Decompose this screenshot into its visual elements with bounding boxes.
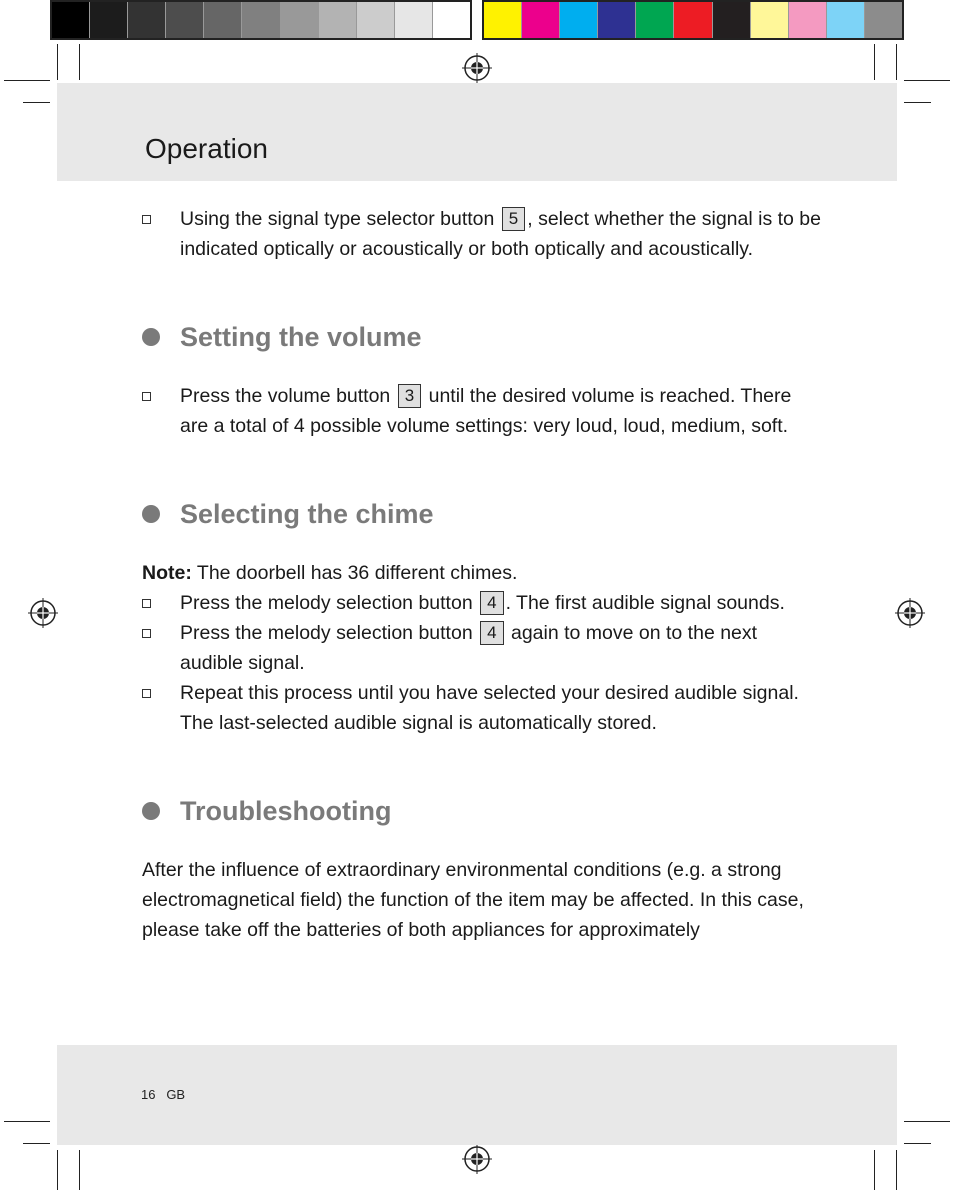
bullet-dot-icon [142,328,160,346]
section-heading: Selecting the chime [142,497,822,531]
crop-mark [874,1150,875,1190]
crop-mark [79,44,80,80]
color-swatch [713,2,751,38]
color-swatch [674,2,712,38]
crop-mark [57,1150,58,1190]
note-label: Note: [142,562,192,584]
header-band [57,83,897,181]
note-paragraph: Note: The doorbell has 36 different chimes. [142,562,518,584]
bullet-dot-icon [142,505,160,523]
checkbox-bullet-icon [142,599,151,608]
footer-band [57,1045,897,1145]
crop-mark [23,1143,50,1144]
color-swatch [166,2,204,38]
list-item: Press the melody selection button 4 . The first audible signal sounds. [142,588,822,618]
color-swatch [789,2,827,38]
color-swatch [827,2,865,38]
section-heading: Troubleshooting [142,794,822,828]
registration-mark-icon [895,598,925,628]
button-reference: 4 [480,591,503,615]
color-swatch [395,2,433,38]
button-reference: 3 [398,384,421,408]
crop-mark [904,1121,950,1122]
crop-mark [896,44,897,80]
color-swatch [751,2,789,38]
button-reference: 4 [480,621,503,645]
registration-mark-icon [28,598,58,628]
crop-mark [904,102,931,103]
page-content [142,202,822,945]
button-reference: 5 [502,207,525,231]
color-swatch [598,2,636,38]
troubleshooting-paragraph: After the influence of extraordinary environmental conditions (e.g. a strong electromagnetical field) the function of the item may be affected. In this case, please take off the batteries of both appliances for approximately [142,859,804,941]
color-swatch [128,2,166,38]
crop-mark [79,1150,80,1190]
registration-mark-icon [462,1144,492,1174]
list-item: Press the melody selection button 4 again to move on to the next audible signal. [142,618,822,678]
color-swatch [90,2,128,38]
crop-mark [904,1143,931,1144]
list-item: Using the signal type selector button 5 , select whether the signal is to be indicated optically or acoustically or both optically and acoustically. [142,204,822,264]
color-swatch [484,2,522,38]
crop-mark [4,1121,50,1122]
page-title: Operation [145,133,268,164]
color-swatch [281,2,319,38]
color-swatch [522,2,560,38]
section-heading: Setting the volume [142,320,822,354]
crop-mark [896,1150,897,1190]
color-swatch [319,2,357,38]
color-swatch [357,2,395,38]
crop-mark [23,102,50,103]
checkbox-bullet-icon [142,689,151,698]
crop-mark [57,44,58,80]
list-item: Press the volume button 3 until the desired volume is reached. There are a total of 4 possible volume settings: very loud, loud, medium, soft. [142,381,822,441]
color-swatch [242,2,280,38]
registration-mark-icon [462,53,492,83]
process-color-bar [482,0,904,40]
checkbox-bullet-icon [142,215,151,224]
list-item: Repeat this process until you have selected your desired audible signal. The last-selected audible signal is automatically stored. [142,678,822,738]
crop-mark [4,80,50,81]
bullet-dot-icon [142,802,160,820]
color-swatch [52,2,90,38]
crop-mark [874,44,875,80]
checkbox-bullet-icon [142,629,151,638]
crop-mark [904,80,950,81]
color-swatch [433,2,470,38]
page-number: 16 GB [141,1087,186,1102]
checkbox-bullet-icon [142,392,151,401]
color-swatch [204,2,242,38]
color-swatch [560,2,598,38]
color-swatch [636,2,674,38]
color-swatch [865,2,902,38]
grayscale-color-bar [50,0,472,40]
